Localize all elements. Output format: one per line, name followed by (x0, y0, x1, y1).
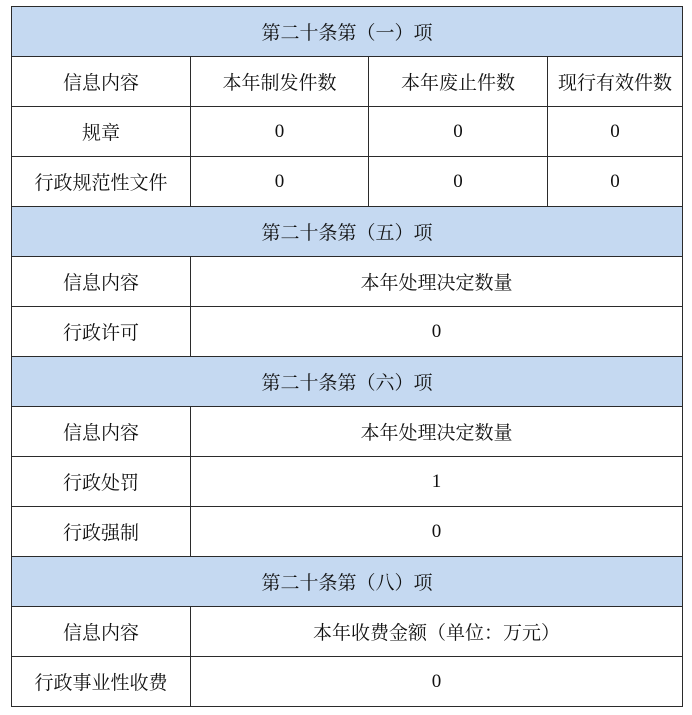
table-row (12, 307, 683, 357)
table-row (12, 657, 683, 707)
section-title: 第二十条第（六）项 (12, 357, 683, 407)
header-cell: 本年处理决定数量 (191, 407, 683, 457)
header-row (12, 257, 683, 307)
row-label: 行政处罚 (12, 457, 191, 507)
header-row (12, 57, 683, 107)
section-title: 第二十条第（一）项 (12, 7, 683, 57)
row-value: 0 (548, 107, 683, 157)
table-row (12, 157, 683, 207)
table-row (12, 507, 683, 557)
disclosure-table (11, 6, 683, 707)
row-value: 0 (191, 657, 683, 707)
row-label: 行政规范性文件 (12, 157, 191, 207)
header-cell: 本年处理决定数量 (191, 257, 683, 307)
header-cell: 信息内容 (12, 257, 191, 307)
section-title-row (12, 357, 683, 407)
header-cell: 现行有效件数 (548, 57, 683, 107)
row-value: 0 (191, 107, 369, 157)
row-value: 0 (548, 157, 683, 207)
row-value: 0 (191, 507, 683, 557)
section-title: 第二十条第（五）项 (12, 207, 683, 257)
header-cell: 信息内容 (12, 407, 191, 457)
row-value: 0 (191, 157, 369, 207)
table-row (12, 457, 683, 507)
row-label: 行政事业性收费 (12, 657, 191, 707)
header-row (12, 607, 683, 657)
header-cell: 本年收费金额（单位：万元） (191, 607, 683, 657)
row-value: 1 (191, 457, 683, 507)
row-value: 0 (191, 307, 683, 357)
header-cell: 本年制发件数 (191, 57, 369, 107)
row-value: 0 (369, 107, 548, 157)
section-title-row (12, 7, 683, 57)
header-row (12, 407, 683, 457)
header-cell: 本年废止件数 (369, 57, 548, 107)
row-label: 行政强制 (12, 507, 191, 557)
row-value: 0 (369, 157, 548, 207)
section-title-row (12, 207, 683, 257)
header-cell: 信息内容 (12, 57, 191, 107)
row-label: 规章 (12, 107, 191, 157)
header-cell: 信息内容 (12, 607, 191, 657)
table-row (12, 107, 683, 157)
section-title-row (12, 557, 683, 607)
row-label: 行政许可 (12, 307, 191, 357)
section-title: 第二十条第（八）项 (12, 557, 683, 607)
